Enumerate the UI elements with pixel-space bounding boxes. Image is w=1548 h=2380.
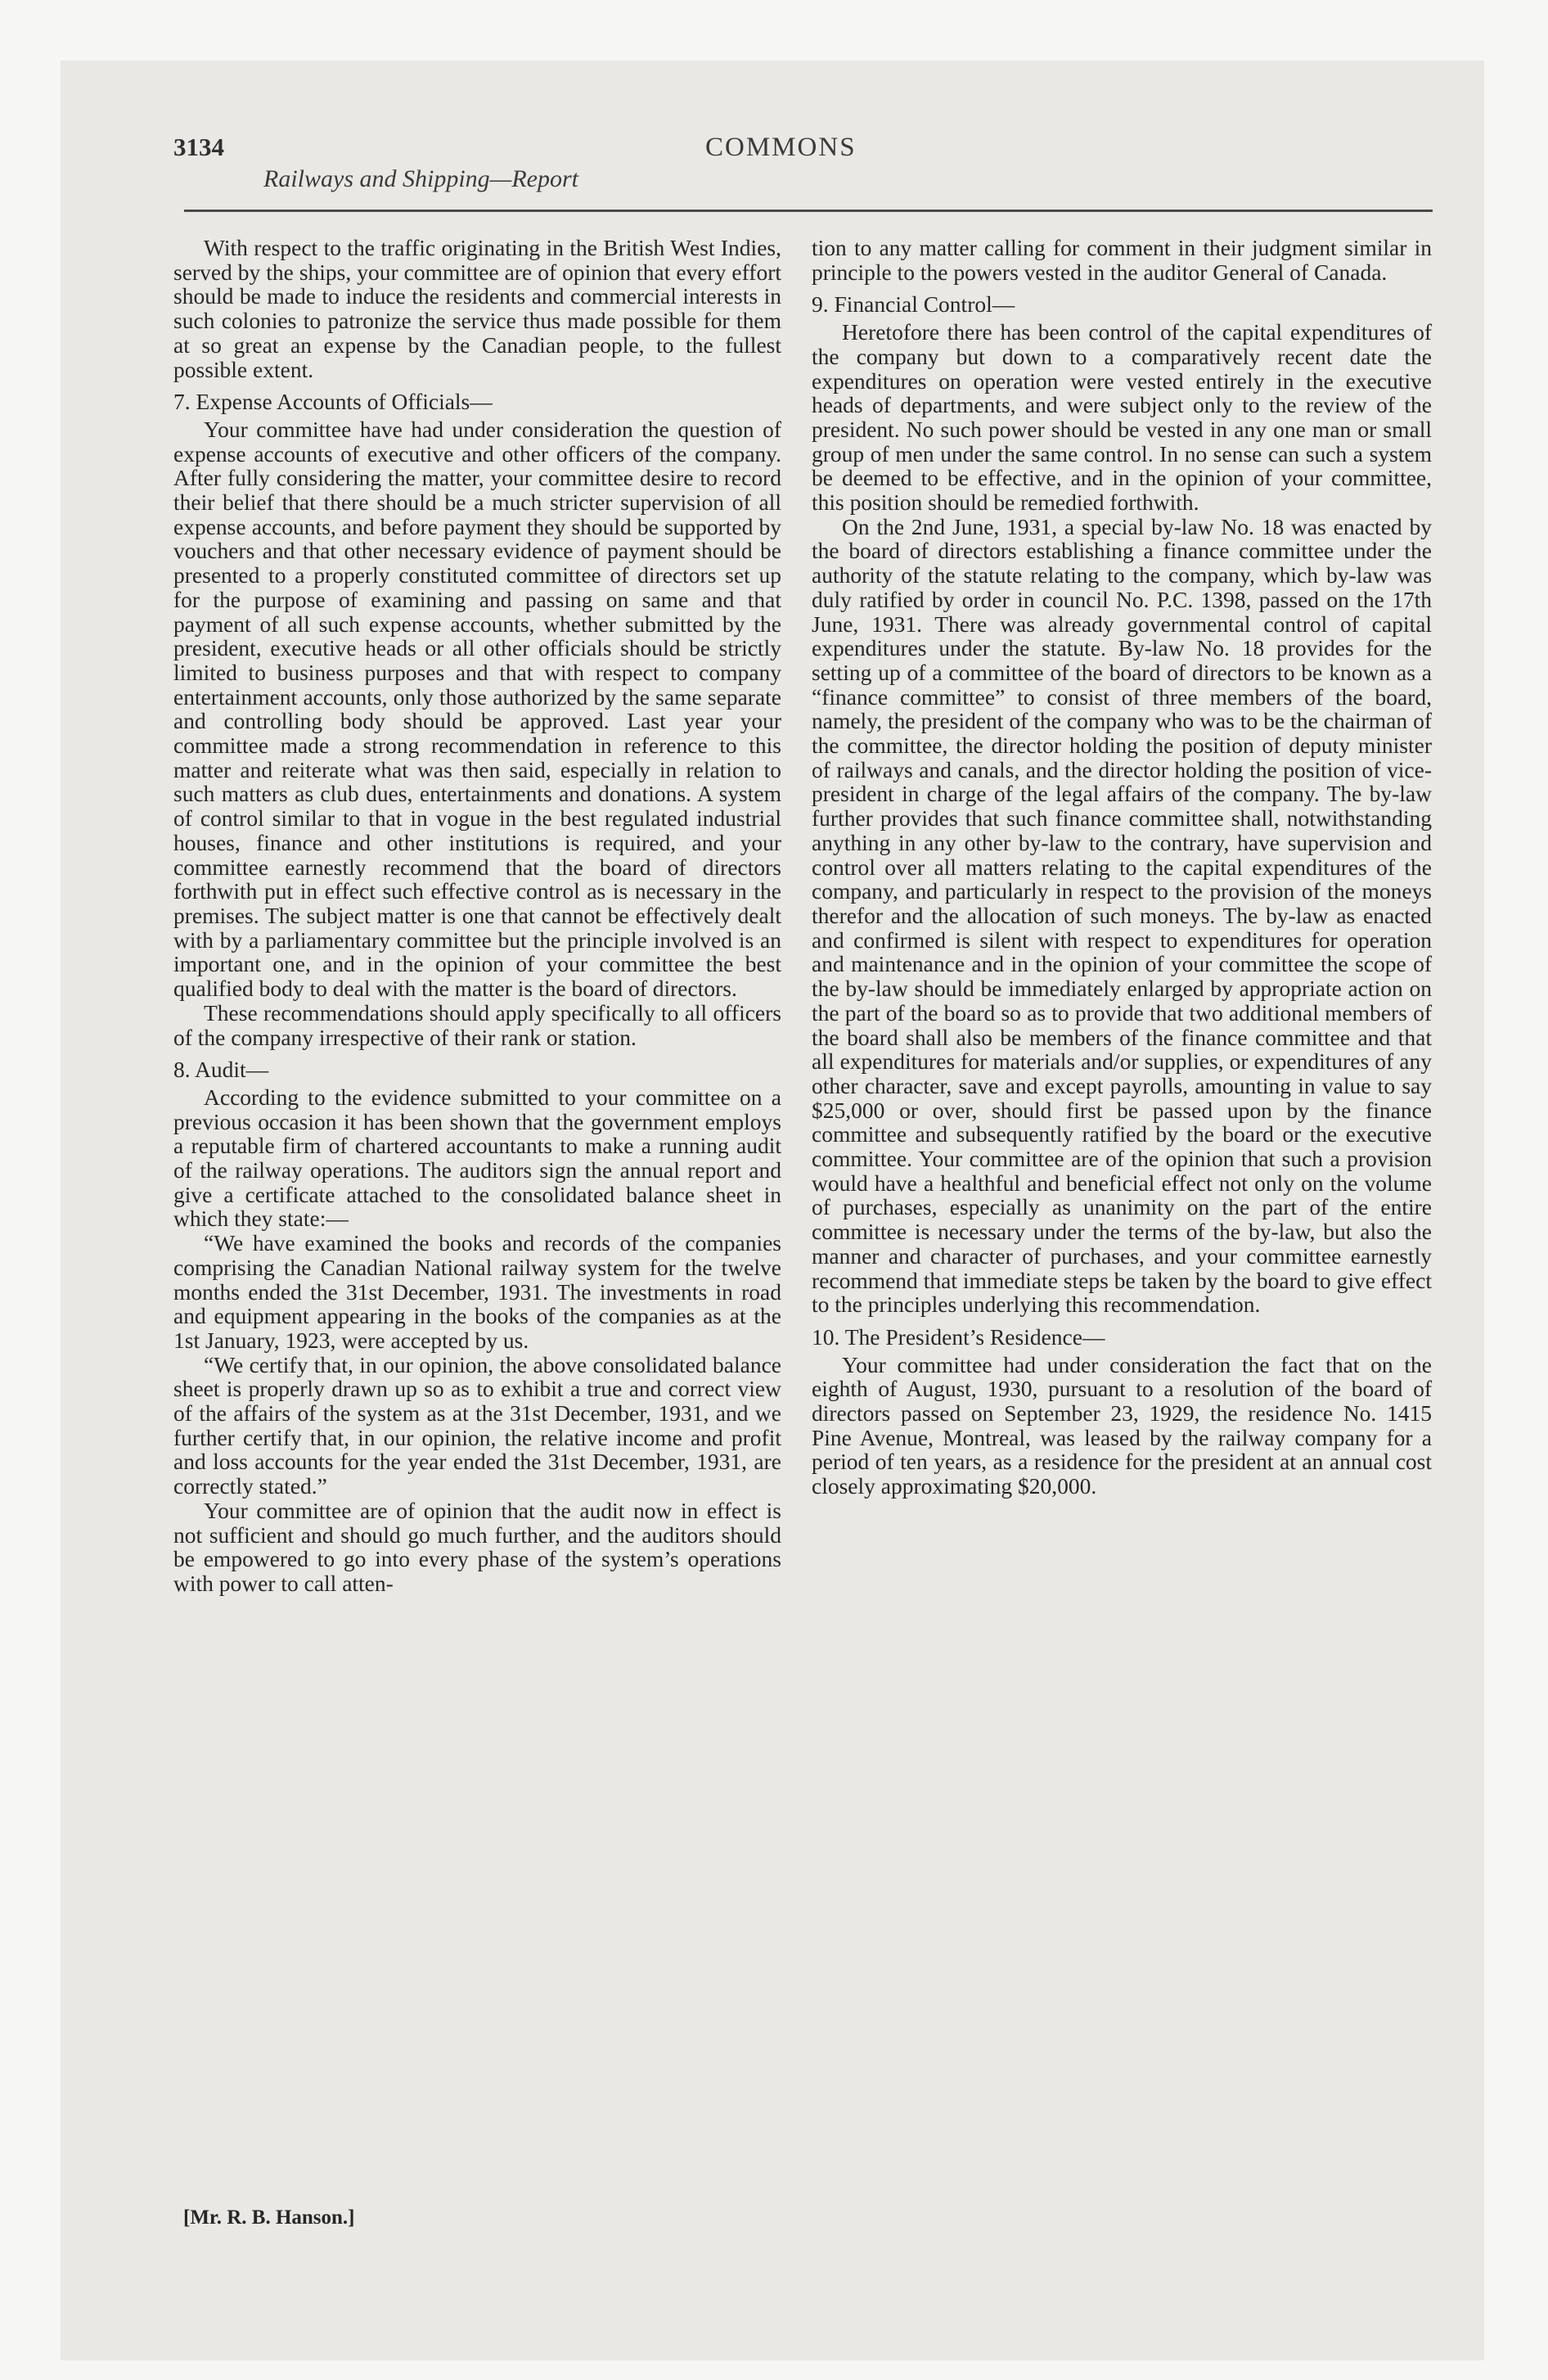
running-subtitle: Railways and Shipping—Report bbox=[263, 165, 578, 192]
section-heading-9: 9. Financial Control— bbox=[812, 291, 1015, 318]
paragraph-continuation: tion to any matter calling for comment in their judgment similar in principle to the powers vested in the auditor General of Canada. bbox=[812, 235, 1432, 285]
paragraph: On the 2nd June, 1931, a special by-law No. 18 was enacted by the board of directors establishing a finance committee under the authority of the statute relating to the company, which by-law was duly ratified by order in council No. P.C. 1398, passed on the 17th June, 1931. There was already governmental control of capital expenditures under the statute. By-law No. 18 provides for the setting up of a committee of the board of directors to be known as a “finance committee” to consist of three members of the board, namely, the president of the company who was to be the chairman of the committee, the director holding the position of deputy minister of railways and canals, and the director holding the position of vice-president in charge of the legal affairs of the company. The by-law further provides that such finance committee shall, notwithstanding anything in any other by-law to the contrary, have supervision and control over all matters relating to the capital expenditures of the company, and particularly in respect to the provision of the moneys therefor and the allocation of such moneys. The by-law as enacted and confirmed is silent with respect to expenditures for operation and maintenance and in the opinion of your committee the scope of the by-law should be immediately enlarged by appropriate action on the part of the board so as to provide that two additional members of the board shall also be members of the finance committee and that all expenditures for materials and/or supplies, or expenditures of any other character, save and except payrolls, amounting in value to say $25,000 or over, should first be passed upon by the finance committee and subsequently ratified by the board or the executive committee. Your committee are of the opinion that such a provision would have a healthful and beneficial effect not only on the volume of purchases, especially as unanimity on the part of the entire committee is necessary under the terms of the by-law, but also the manner and character of purchases, and your committee earnestly recommend that immediate steps be taken by the board to give effect to the principles underlying this recommendation. bbox=[812, 513, 1432, 1318]
page-header bbox=[173, 129, 1401, 211]
paragraph: Your committee are of opinion that the audit now in effect is not sufficient and should go much further, and the auditors should be empowered to go into every phase of the system’s operations with power to call atten- bbox=[173, 1497, 781, 1596]
left-column bbox=[173, 236, 781, 1596]
paragraph: According to the evidence submitted to your committee on a previous occasion it has been shown that the government employs a reputable firm of chartered accountants to make a running audit of the railway operations. The auditors sign the annual report and give a certificate attached to the consolidated balance sheet in which they state:— bbox=[173, 1084, 781, 1232]
right-column bbox=[812, 236, 1432, 1499]
page-number: 3134 bbox=[173, 133, 224, 161]
auditor-quote: “We have examined the books and records of the companies comprising the Canadian National railway system for the twelve months ended the 31st December, 1931. The investments in road and equipment appearing in the books of the companies as at the 1st January, 1923, were accepted by us. bbox=[173, 1230, 781, 1353]
section-heading-7: 7. Expense Accounts of Officials— bbox=[173, 389, 493, 415]
section-heading-8: 8. Audit— bbox=[173, 1057, 269, 1083]
page-title: COMMONS bbox=[705, 133, 857, 162]
paragraph: Heretofore there has been control of the capital expenditures of the company but down to a comparatively recent date the expenditures on operation were vested entirely in the executive heads of departments, and were subject only to the review of the president. No such power should be vested in any one man or small group of men under the same control. In no sense can such a system be deemed to be effective, and in the opinion of your committee, this position should be remedied forthwith. bbox=[812, 319, 1432, 516]
speaker-attribution: [Mr. R. B. Hanson.] bbox=[183, 2206, 355, 2229]
paragraph: These recommendations should apply specifically to all officers of the company irrespective of their rank or station. bbox=[173, 999, 781, 1050]
section-heading-10: 10. The President’s Residence— bbox=[812, 1323, 1105, 1350]
paragraph: Your committee had under consideration the fact that on the eighth of August, 1930, pursuant to a resolution of the board of directors passed on September 23, 1929, the residence No. 1415 Pine Avenue, Montreal, was leased by the railway company for a period of ten years, as a residence for the president at an annual cost closely approximating $20,000. bbox=[812, 1351, 1432, 1499]
auditor-quote: “We certify that, in our opinion, the above consolidated balance sheet is properly drawn up so as to exhibit a true and correct view of the affairs of the system as at the 31st December, 1931, and we further certify that, in our opinion, the relative income and profit and loss accounts for the year ended the 31st December, 1931, are correctly stated.” bbox=[173, 1351, 781, 1499]
paragraph: With respect to the traffic originating in the British West Indies, served by the ships, your committee are of opinion that every effort should be made to induce the residents and commercial interests in such colonies to patronize the service thus made possible for them at so great an expense by the Canadian people, to the fullest possible extent. bbox=[173, 235, 781, 382]
paragraph: Your committee have had under consideration the question of expense accounts of executive and other officers of the company. After fully considering the matter, your committee desire to record their belief that there should be a much stricter supervision of all expense accounts, and before payment they should be supported by vouchers and that other necessary evidence of payment should be presented to a properly constituted committee of directors set up for the purpose of examining and passing on same and that payment of all such expense accounts, whether submitted by the president, executive heads or all other officials should be strictly limited to business purposes and that with respect to company entertainment accounts, only those authorized by the same separate and controlling body should be approved. Last year your committee made a strong recommendation in reference to this matter and reiterate what was then said, especially in relation to such matters as club dues, entertainments and donations. A system of control similar to that in vogue in the best regulated industrial houses, finance and other institutions is required, and your committee earnestly recommend that the board of directors forthwith put in effect such effective control as is necessary in the premises. The subject matter is one that cannot be effectively dealt with by a parliamentary committee but the principle involved is an important one, and in the opinion of your committee the best qualified body to deal with the matter is the board of directors. bbox=[173, 416, 781, 1002]
header-divider bbox=[184, 210, 1433, 212]
